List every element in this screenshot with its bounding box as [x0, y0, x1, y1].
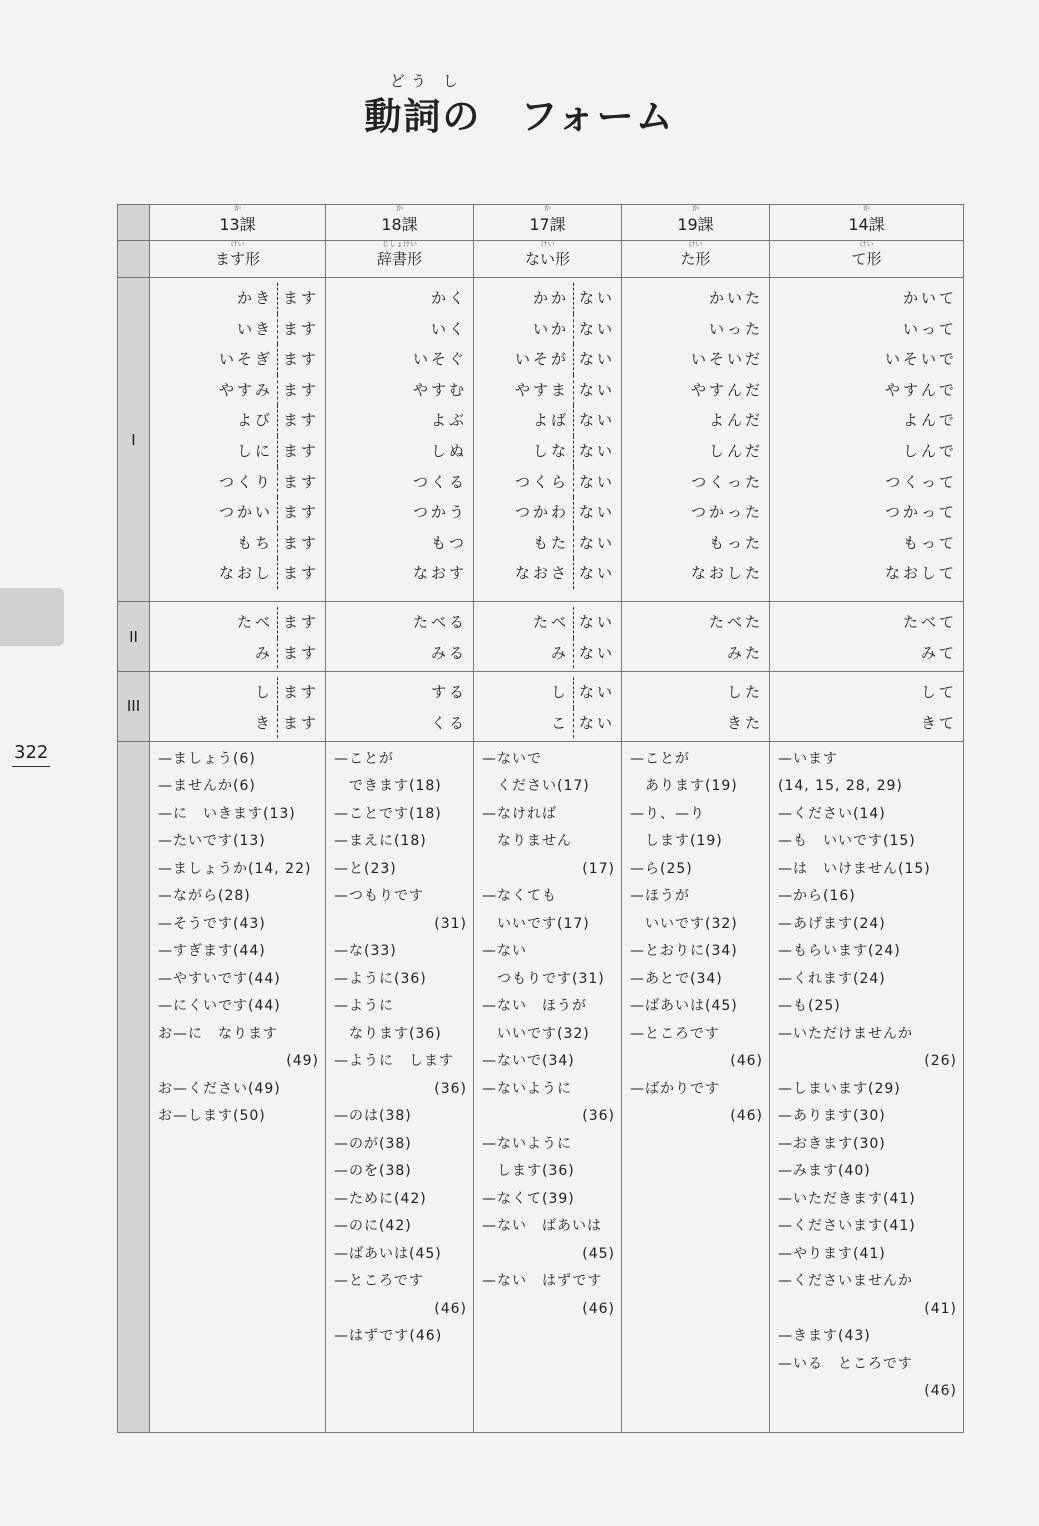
lesson-header-cell — [770, 205, 964, 241]
usage-line: —ように — [334, 998, 394, 1015]
verb-form-table — [117, 204, 964, 1433]
usage-line: —はずです(46) — [334, 1328, 443, 1345]
masu-ending: ます — [277, 436, 319, 467]
usage-cell — [150, 741, 326, 1432]
usage-line: —ないように — [482, 1135, 572, 1152]
usage-line: —あとで(34) — [630, 970, 723, 987]
usage-line: (46) — [582, 1300, 615, 1317]
side-tab — [0, 588, 64, 646]
lesson-header-cell — [326, 205, 474, 241]
masu-row — [154, 677, 319, 708]
usage-line: —ない ばあいは — [482, 1218, 602, 1235]
usage-line: —くださいます(41) — [778, 1218, 916, 1235]
usage-line: —ましょうか(14, 22) — [158, 860, 312, 877]
usage-line: —いただきます(41) — [778, 1190, 916, 1207]
masu-stem: つくり — [218, 472, 273, 491]
te-row: しんで — [902, 441, 957, 460]
usage-row — [118, 741, 964, 1432]
masu-ending: ます — [277, 375, 319, 406]
usage-line: —しまいます(29) — [778, 1080, 901, 1097]
usage-line: —のは(38) — [334, 1108, 412, 1125]
usage-line: —やすいです(44) — [158, 970, 281, 987]
nai-stem: かか — [532, 289, 569, 307]
nai-row — [478, 708, 615, 739]
usage-line: —から(16) — [778, 888, 856, 905]
nai-stem: しな — [532, 441, 569, 460]
group-label: I — [118, 278, 150, 602]
form-header-cell — [622, 241, 770, 278]
te-row: つくって — [885, 472, 957, 491]
form-ruby: けい — [688, 240, 703, 248]
usage-line: —なければ — [482, 805, 557, 822]
nai-ending: ない — [573, 607, 615, 638]
usage-line: —すぎます(44) — [158, 943, 266, 960]
masu-ending: ます — [277, 283, 319, 314]
ta-row: もった — [708, 533, 763, 552]
masu-stem: つかい — [218, 503, 273, 522]
usage-side-cell — [118, 741, 150, 1432]
usage-line: —は いけません(15) — [778, 860, 931, 877]
usage-line: —のが(38) — [334, 1135, 412, 1152]
usage-line: (49) — [286, 1053, 319, 1070]
nai-row — [478, 405, 615, 436]
te-row: なおして — [884, 564, 957, 583]
usage-line: —みます(40) — [778, 1163, 871, 1180]
masu-row — [154, 708, 319, 739]
usage-line: いいです(32) — [630, 915, 738, 932]
nai-stem: つかわ — [514, 503, 569, 522]
usage-line: —と(23) — [334, 860, 397, 877]
usage-line: —ばかりです — [630, 1080, 720, 1097]
nai-stem: つくら — [514, 472, 569, 491]
masu-stem: しに — [236, 441, 273, 460]
form-header-cell — [770, 241, 964, 278]
usage-line: —とおりに(34) — [630, 943, 738, 960]
usage-line: —くださいませんか — [778, 1273, 913, 1290]
form-header-cell — [150, 241, 326, 278]
masu-row — [154, 283, 319, 314]
usage-line: —のを(38) — [334, 1163, 412, 1180]
lesson-ruby: か — [692, 204, 699, 212]
usage-line: —まえに(18) — [334, 833, 427, 850]
masu-ending: ます — [277, 405, 319, 436]
te-cell — [770, 672, 964, 742]
te-cell — [770, 278, 964, 602]
te-row: たべて — [902, 613, 957, 632]
usage-line: —ないように — [482, 1080, 572, 1097]
usage-line: (31) — [434, 915, 467, 932]
masu-cell — [150, 602, 326, 672]
usage-line: —ことです(18) — [334, 805, 442, 822]
usage-line: (46) — [434, 1300, 467, 1317]
usage-cell — [622, 741, 770, 1432]
nai-ending: ない — [573, 375, 615, 406]
te-row: みて — [920, 643, 957, 662]
te-row: もって — [902, 533, 957, 552]
dict-cell — [326, 602, 474, 672]
group-row — [118, 602, 964, 672]
nai-ending: ない — [573, 708, 615, 739]
usage-line: —いただけませんか — [778, 1025, 913, 1042]
corner-cell — [118, 241, 150, 278]
usage-line: できます(18) — [334, 778, 442, 795]
usage-line: ください(17) — [482, 778, 590, 795]
nai-cell — [474, 278, 622, 602]
nai-stem: たべ — [532, 613, 569, 632]
nai-cell — [474, 672, 622, 742]
masu-stem: もち — [236, 533, 273, 552]
usage-line: —きます(43) — [778, 1328, 871, 1345]
dict-row: もつ — [430, 533, 467, 552]
masu-ending: ます — [277, 528, 319, 559]
masu-row — [154, 558, 319, 589]
te-row: きて — [920, 713, 957, 732]
usage-line: —ください(14) — [778, 805, 886, 822]
nai-row — [478, 497, 615, 528]
nai-stem: こ — [550, 713, 569, 732]
usage-line: —ほうが — [630, 888, 690, 905]
usage-line: —にくいです(44) — [158, 998, 281, 1015]
masu-row — [154, 528, 319, 559]
form-label: ます形 — [214, 250, 260, 268]
nai-ending: ない — [573, 528, 615, 559]
usage-line: —ないで(34) — [482, 1053, 575, 1070]
ta-row: よんだ — [708, 411, 763, 430]
nai-ending: ない — [573, 467, 615, 498]
usage-line: —なくて(39) — [482, 1190, 575, 1207]
lesson-label: 14課 — [848, 215, 885, 234]
usage-line: します(19) — [630, 833, 723, 850]
masu-stem: よび — [236, 411, 273, 430]
ta-row: きた — [726, 713, 763, 732]
usage-cell — [474, 741, 622, 1432]
usage-line: —ないで — [482, 750, 542, 767]
dict-cell — [326, 278, 474, 602]
lesson-ruby: か — [234, 204, 241, 212]
masu-ending: ます — [277, 314, 319, 345]
nai-row — [478, 314, 615, 345]
masu-stem: いそぎ — [218, 350, 273, 369]
masu-stem: し — [254, 683, 273, 702]
usage-line: —ながら(28) — [158, 888, 251, 905]
masu-ending: ます — [277, 708, 319, 739]
dict-row: つかう — [412, 503, 467, 522]
masu-stem: かき — [236, 289, 273, 307]
masu-row — [154, 436, 319, 467]
usage-line: (46) — [730, 1108, 763, 1125]
nai-ending: ない — [573, 344, 615, 375]
form-ruby: けい — [230, 240, 245, 248]
lesson-label: 19課 — [677, 215, 714, 234]
usage-line: —いる ところです — [778, 1355, 913, 1372]
form-label: ない形 — [524, 250, 570, 268]
nai-row — [478, 283, 615, 314]
usage-line: —ばあいは(45) — [630, 998, 738, 1015]
usage-line: (17) — [582, 860, 615, 877]
form-ruby: じしょけい — [382, 240, 417, 248]
masu-ending: ます — [277, 344, 319, 375]
usage-line: (14, 15, 28, 29) — [778, 778, 903, 795]
masu-stem: いき — [236, 319, 273, 338]
usage-line: —ましょう(6) — [158, 750, 256, 767]
nai-ending: ない — [573, 436, 615, 467]
usage-line: いいです(32) — [482, 1025, 590, 1042]
usage-line: お—ください(49) — [158, 1080, 281, 1097]
nai-row — [478, 677, 615, 708]
ta-row: やすんだ — [690, 380, 763, 399]
usage-line: お—に なります — [158, 1025, 278, 1042]
lesson-header-cell — [150, 205, 326, 241]
masu-ending: ます — [277, 607, 319, 638]
group-row — [118, 278, 964, 602]
usage-line: —あります(30) — [778, 1108, 886, 1125]
masu-stem: み — [254, 643, 273, 662]
dict-row: よぶ — [430, 411, 467, 430]
usage-line: (36) — [582, 1108, 615, 1125]
te-row: よんで — [902, 411, 957, 430]
usage-line: —くれます(24) — [778, 970, 886, 987]
ta-row: した — [726, 683, 763, 702]
form-header-cell — [474, 241, 622, 278]
nai-row — [478, 467, 615, 498]
title-ruby: どう し — [390, 72, 464, 90]
usage-line: —ために(42) — [334, 1190, 427, 1207]
usage-line: (46) — [924, 1383, 957, 1400]
usage-line: つもりです(31) — [482, 970, 605, 987]
nai-stem: もた — [532, 533, 569, 552]
usage-line: —り、—り — [630, 805, 705, 822]
usage-line: —あげます(24) — [778, 915, 886, 932]
nai-cell — [474, 602, 622, 672]
group-label: III — [118, 672, 150, 742]
te-row: して — [920, 683, 957, 702]
nai-stem: なおさ — [514, 564, 569, 583]
masu-ending: ます — [277, 638, 319, 669]
usage-line: (45) — [582, 1245, 615, 1262]
dict-row: みる — [430, 643, 467, 662]
masu-stem: き — [254, 713, 273, 732]
ta-row: みた — [726, 643, 763, 662]
masu-cell — [150, 278, 326, 602]
form-ruby: けい — [859, 240, 874, 248]
usage-line: —ない はずです — [482, 1273, 603, 1290]
usage-line: —つもりです — [334, 888, 424, 905]
ta-cell — [622, 602, 770, 672]
usage-line: お—します(50) — [158, 1108, 266, 1125]
lesson-header-cell — [474, 205, 622, 241]
masu-row — [154, 607, 319, 638]
masu-ending: ます — [277, 497, 319, 528]
usage-line: —います — [778, 750, 838, 767]
dict-row: いく — [430, 319, 467, 338]
masu-row — [154, 344, 319, 375]
form-header-row — [118, 241, 964, 278]
usage-line: —そうです(43) — [158, 915, 266, 932]
nai-stem: よば — [532, 411, 569, 430]
usage-line: します(36) — [482, 1163, 575, 1180]
ta-row: たべた — [708, 613, 763, 632]
usage-line: —ことが — [334, 750, 394, 767]
masu-row — [154, 405, 319, 436]
nai-ending: ない — [573, 314, 615, 345]
te-row: いって — [902, 319, 957, 338]
usage-line: —ばあいは(45) — [334, 1245, 442, 1262]
nai-stem: いか — [532, 319, 569, 338]
usage-line: —ところです — [630, 1025, 720, 1042]
lesson-header-cell — [622, 205, 770, 241]
dict-row: やすむ — [412, 380, 467, 399]
usage-line: —ように します — [334, 1053, 454, 1070]
ta-cell — [622, 672, 770, 742]
usage-line: (46) — [730, 1053, 763, 1070]
usage-line: いいです(17) — [482, 915, 590, 932]
nai-ending: ない — [573, 558, 615, 589]
dict-row: なおす — [412, 564, 467, 583]
usage-cell — [770, 741, 964, 1432]
form-header-cell — [326, 241, 474, 278]
lesson-label: 18課 — [381, 215, 418, 234]
lesson-ruby: か — [863, 204, 870, 212]
masu-row — [154, 375, 319, 406]
masu-row — [154, 467, 319, 498]
masu-ending: ます — [277, 467, 319, 498]
masu-cell — [150, 672, 326, 742]
usage-line: —ら(25) — [630, 860, 693, 877]
ta-cell — [622, 278, 770, 602]
usage-line: —やります(41) — [778, 1245, 886, 1262]
usage-cell — [326, 741, 474, 1432]
dict-cell — [326, 672, 474, 742]
masu-ending: ます — [277, 558, 319, 589]
usage-line: (41) — [924, 1300, 957, 1317]
usage-line: —なくても — [482, 888, 557, 905]
usage-line: —もらいます(24) — [778, 943, 901, 960]
nai-row — [478, 375, 615, 406]
ta-row: いった — [708, 319, 763, 338]
te-row: つかって — [884, 503, 957, 522]
usage-line: —も(25) — [778, 998, 841, 1015]
usage-line: —ない — [482, 943, 527, 960]
form-ruby: けい — [540, 240, 555, 248]
te-row: やすんで — [884, 380, 957, 399]
nai-stem: いそが — [514, 350, 569, 369]
nai-row — [478, 558, 615, 589]
ta-row: なおした — [690, 564, 763, 583]
ta-row: いそいだ — [690, 350, 763, 369]
masu-stem: なおし — [218, 564, 273, 583]
masu-stem: やすみ — [218, 380, 273, 399]
nai-row — [478, 436, 615, 467]
usage-line: —な(33) — [334, 943, 397, 960]
nai-ending: ない — [573, 638, 615, 669]
usage-line: —たいです(13) — [158, 833, 266, 850]
nai-row — [478, 638, 615, 669]
nai-stem: み — [550, 643, 569, 662]
page-title: 動詞の フォーム — [364, 95, 675, 138]
usage-line: なります(36) — [334, 1025, 442, 1042]
ta-row: つくった — [691, 472, 763, 491]
usage-line: (26) — [924, 1053, 957, 1070]
lesson-label: 17課 — [529, 215, 566, 234]
dict-row: かく — [430, 289, 467, 307]
usage-line: —も いいです(15) — [778, 833, 916, 850]
form-label: て形 — [851, 250, 882, 268]
usage-line: —ところです — [334, 1273, 424, 1290]
te-cell — [770, 602, 964, 672]
ta-row: かいた — [708, 289, 763, 307]
form-label: た形 — [680, 250, 711, 268]
usage-line: —のに(42) — [334, 1218, 412, 1235]
ta-row: つかった — [690, 503, 763, 522]
usage-line: —ことが — [630, 750, 690, 767]
masu-row — [154, 314, 319, 345]
group-row — [118, 672, 964, 742]
usage-line: —おきます(30) — [778, 1135, 886, 1152]
ta-row: しんだ — [708, 441, 763, 460]
usage-line: (36) — [434, 1080, 467, 1097]
usage-line: —ように(36) — [334, 970, 427, 987]
nai-ending: ない — [573, 677, 615, 708]
masu-stem: たべ — [236, 613, 273, 632]
nai-stem: し — [550, 683, 569, 702]
lesson-ruby: か — [544, 204, 551, 212]
lesson-ruby: か — [396, 204, 403, 212]
usage-line: —に いきます(13) — [158, 805, 296, 822]
nai-row — [478, 344, 615, 375]
dict-row: くる — [430, 713, 467, 732]
te-row: かいて — [902, 289, 957, 307]
nai-ending: ない — [573, 497, 615, 528]
te-row: いそいで — [884, 350, 957, 369]
dict-row: いそぐ — [412, 350, 467, 369]
dict-row: つくる — [412, 472, 467, 491]
nai-ending: ない — [573, 405, 615, 436]
nai-stem: やすま — [514, 380, 569, 399]
nai-row — [478, 528, 615, 559]
usage-line: —ない ほうが — [482, 998, 587, 1015]
usage-line: あります(19) — [630, 778, 738, 795]
masu-ending: ます — [277, 677, 319, 708]
form-label: 辞書形 — [376, 250, 422, 268]
corner-cell — [118, 205, 150, 241]
lesson-label: 13課 — [219, 215, 256, 234]
nai-ending: ない — [573, 283, 615, 314]
dict-row: しぬ — [430, 441, 467, 460]
lesson-header-row — [118, 205, 964, 241]
masu-row — [154, 497, 319, 528]
group-label: II — [118, 602, 150, 672]
dict-row: たべる — [412, 613, 467, 632]
masu-row — [154, 638, 319, 669]
dict-row: する — [430, 683, 467, 702]
usage-line: —ませんか(6) — [158, 778, 256, 795]
usage-line: なりません — [482, 833, 572, 850]
page-number: 322 — [12, 742, 50, 767]
nai-row — [478, 607, 615, 638]
